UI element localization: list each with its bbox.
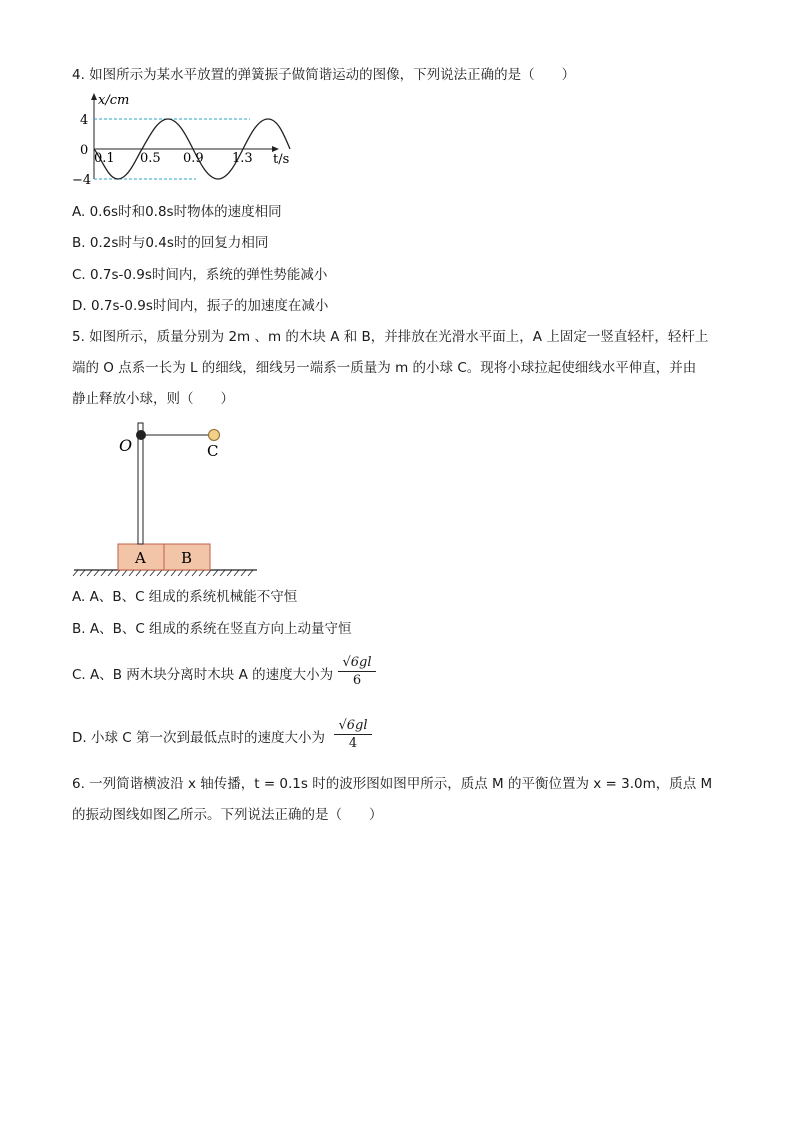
pivot-o bbox=[136, 430, 146, 440]
fraction-denominator: 4 bbox=[348, 736, 358, 751]
q5-option-d: D. 小球 C 第一次到最低点时的速度大小为 bbox=[72, 730, 325, 746]
ball-c bbox=[209, 430, 220, 441]
q5-pendulum-figure bbox=[72, 418, 262, 578]
x-tick-0.9: 0.9 bbox=[183, 151, 204, 166]
q4-option-d: D. 0.7s-0.9s时间内，振子的加速度在减小 bbox=[72, 298, 329, 314]
vertical-rod bbox=[138, 423, 143, 544]
fraction-numerator: √6gl bbox=[338, 655, 376, 672]
y-tick-neg4: −4 bbox=[72, 173, 92, 188]
y-tick-0: 0 bbox=[80, 143, 89, 158]
fraction-denominator: 6 bbox=[352, 673, 362, 688]
fraction-numerator: √6gl bbox=[334, 718, 372, 735]
y-tick-4: 4 bbox=[80, 113, 89, 128]
block-a-label: A bbox=[135, 549, 146, 567]
q4-option-a: A. 0.6s时和0.8s时物体的速度相同 bbox=[72, 204, 282, 220]
ground-hatching bbox=[73, 570, 253, 576]
label-c: C bbox=[207, 442, 219, 460]
q6-stem-line1: 6. 一列简谐横波沿 x 轴传播，t = 0.1s 时的波形图如图甲所示，质点 M 的平衡位置为 x = 3.0m，质点 M bbox=[72, 776, 713, 792]
x-tick-0.5: 0.5 bbox=[140, 151, 161, 166]
y-axis-arrow bbox=[91, 93, 97, 100]
q6-stem-line2: 的振动图线如图乙所示。下列说法正确的是（ ） bbox=[72, 807, 383, 823]
q4-option-b: B. 0.2s时与0.4s时的回复力相同 bbox=[72, 235, 269, 251]
q5-stem-line3: 静止释放小球，则（ ） bbox=[72, 391, 234, 407]
q4-stem: 4. 如图所示为某水平放置的弹簧振子做简谐运动的图像，下列说法正确的是（ ） bbox=[72, 67, 576, 83]
q5-option-d-fraction bbox=[334, 718, 372, 751]
x-axis-label: t/s bbox=[273, 152, 290, 167]
label-o: O bbox=[119, 436, 133, 455]
x-tick-0.1: 0.1 bbox=[94, 151, 115, 166]
q5-option-a: A. A、B、C 组成的系统机械能不守恒 bbox=[72, 589, 298, 605]
q5-option-b: B. A、B、C 组成的系统在竖直方向上动量守恒 bbox=[72, 621, 352, 637]
y-axis-label: x/cm bbox=[98, 93, 130, 108]
q5-stem-line2: 端的 O 点系一长为 L 的细线，细线另一端系一质量为 m 的小球 C。现将小球拉起使细线水平伸直，并由 bbox=[72, 360, 697, 376]
q4-option-c: C. 0.7s-0.9s时间内，系统的弹性势能减小 bbox=[72, 267, 328, 283]
q5-option-c: C. A、B 两木块分离时木块 A 的速度大小为 bbox=[72, 667, 334, 683]
q5-stem-line1: 5. 如图所示，质量分别为 2m 、m 的木块 A 和 B，并排放在光滑水平面上，A 上固定一竖直轻杆，轻杆上 bbox=[72, 329, 709, 345]
q4-sine-graph bbox=[70, 91, 300, 189]
x-tick-1.3: 1.3 bbox=[232, 151, 253, 166]
q5-option-c-fraction bbox=[338, 655, 376, 688]
block-b-label: B bbox=[181, 549, 193, 567]
